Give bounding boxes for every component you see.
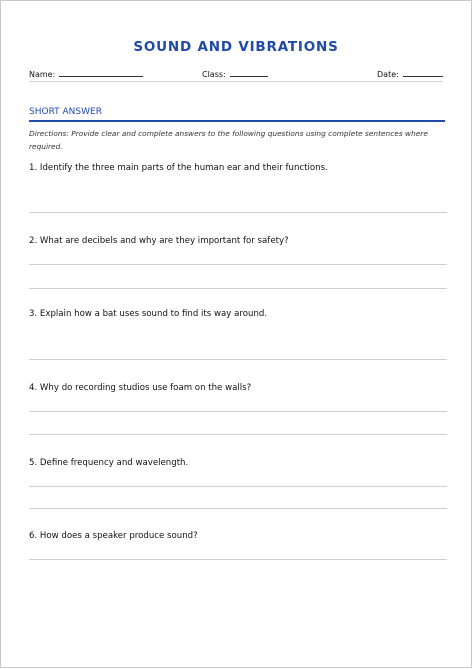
answer-line-4b[interactable]: [29, 434, 447, 435]
question-4: 4. Why do recording studios use foam on the walls?: [29, 383, 252, 393]
date-blank-line[interactable]: [403, 68, 443, 77]
answer-line-2a[interactable]: [29, 264, 447, 265]
header-divider: [29, 81, 443, 82]
answer-line-1[interactable]: [29, 212, 447, 213]
name-label: Name:: [29, 70, 56, 79]
date-field[interactable]: [377, 68, 443, 79]
answer-line-6[interactable]: [29, 559, 447, 560]
question-2: 2. What are decibels and why are they important for safety?: [29, 236, 289, 246]
section-underline: [29, 120, 445, 122]
name-blank-line[interactable]: [59, 68, 143, 77]
question-5: 5. Define frequency and wavelength.: [29, 458, 189, 468]
answer-line-5a[interactable]: [29, 486, 447, 487]
answer-line-4a[interactable]: [29, 411, 447, 412]
question-3: 3. Explain how a bat uses sound to find its way around.: [29, 309, 268, 319]
class-blank-line[interactable]: [230, 68, 268, 77]
answer-line-5b[interactable]: [29, 508, 447, 509]
answer-line-3[interactable]: [29, 359, 447, 360]
worksheet-title: SOUND AND VIBRATIONS: [133, 39, 339, 55]
answer-line-2b[interactable]: [29, 288, 447, 289]
name-field[interactable]: [29, 68, 143, 79]
date-label: Date:: [377, 70, 399, 79]
class-label: Class:: [202, 70, 226, 79]
section-title: SHORT ANSWER: [29, 107, 102, 117]
question-1: 1. Identify the three main parts of the human ear and their functions.: [29, 163, 328, 173]
class-field[interactable]: [202, 68, 268, 79]
question-6: 6. How does a speaker produce sound?: [29, 531, 198, 541]
directions-text: Directions: Provide clear and complete answers to the following questions using complete sentences where required.: [29, 129, 428, 151]
